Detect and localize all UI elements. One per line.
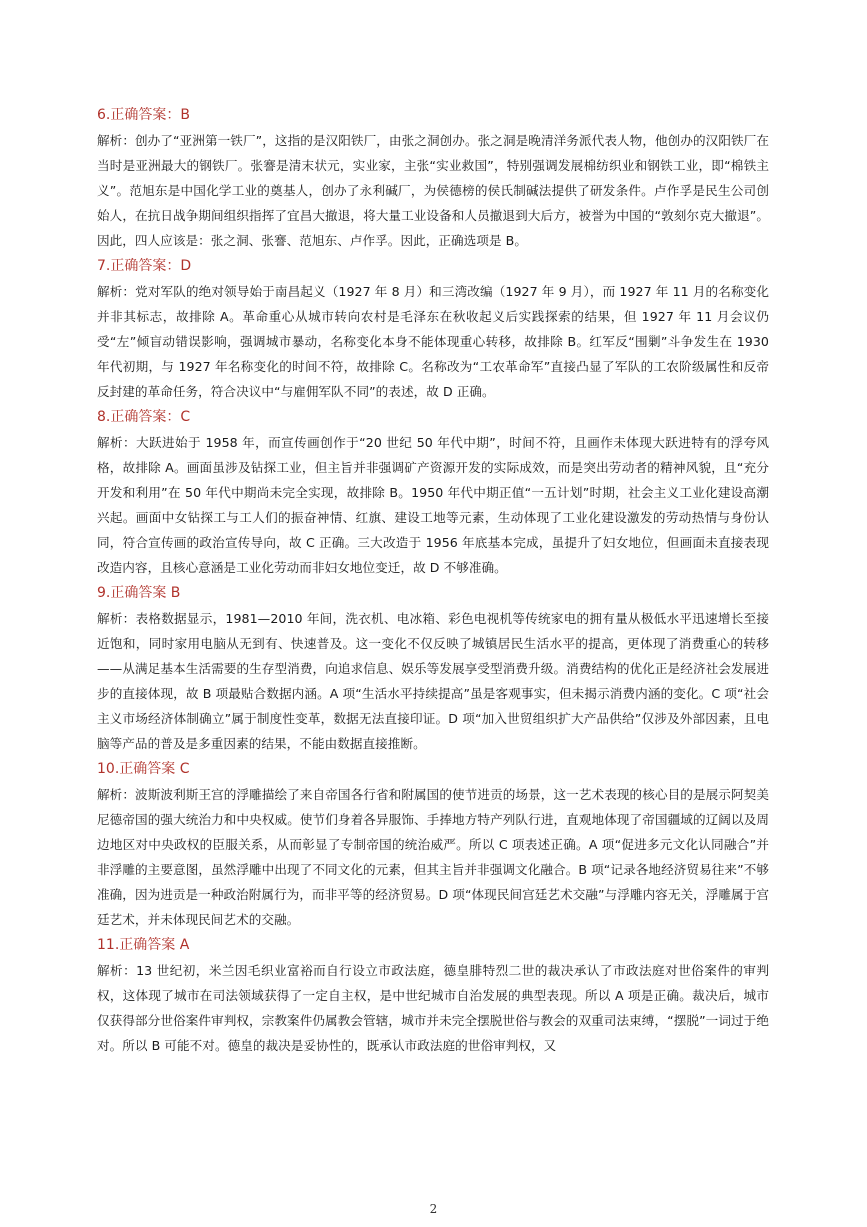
- question-block: [97, 932, 769, 1058]
- analysis-paragraph: 解析：大跃进始于 1958 年，而宣传画创作于“20 世纪 50 年代中期”，时间不符，且画作未体现大跃进特有的浮夸风格，故排除 A。画面虽涉及钻探工业，但主旨并非强调矿产资源开发的实际成效，而是突出劳动者的精神风貌，且“充分开发和利用”在 50 年代中期尚未完全实现，故排除 B。1950 年代中期正值“一五计划”时期，社会主义工业化建设高潮兴起。画面中女钻探工与工人们的振奋神情、红旗、建设工地等元素，生动体现了工业化建设激发的劳动热情与身份认同，符合宣传画的政治宣传导向，故 C 正确。三大改造于 1956 年底基本完成，虽提升了妇女地位，但画面未直接表现改造内容，且核心意涵是工业化劳动而非妇女地位变迁，故 D 不够准确。: [97, 435, 769, 575]
- question-block: [97, 253, 769, 404]
- answer-heading: 9.正确答案 B: [97, 585, 181, 601]
- answer-heading: 11.正确答案 A: [97, 937, 190, 953]
- question-block: [97, 580, 769, 756]
- answer-heading: 7.正确答案：D: [97, 258, 192, 274]
- page-number: 2: [429, 1202, 438, 1216]
- answer-heading: 6.正确答案：B: [97, 107, 190, 123]
- question-block: [97, 756, 769, 932]
- answer-analysis-section: [97, 102, 769, 1058]
- answer-heading: 8.正确答案：C: [97, 409, 191, 425]
- answer-heading: 10.正确答案 C: [97, 761, 190, 777]
- analysis-paragraph: 解析：党对军队的绝对领导始于南昌起义（1927 年 8 月）和三湾改编（1927 年 9 月），而 1927 年 11 月的名称变化并非其标志，故排除 A。革命重心从城市转向农村是毛泽东在秋收起义后实践探索的结果，但 1927 年 11 月会议仍受“左”倾盲动错误影响，强调城市暴动，名称变化本身不能体现重心转移，故排除 B。红军反“围剿”斗争发生在 1930 年代初期，与 1927 年名称变化的时间不符，故排除 C。名称改为“工农革命军”直接凸显了军队的工农阶级属性和反帝反封建的革命任务，符合决议中“与雇佣军队不同”的表述，故 D 正确。: [97, 284, 769, 399]
- question-block: [97, 404, 769, 580]
- analysis-paragraph: 解析：创办了“亚洲第一铁厂”，这指的是汉阳铁厂，由张之洞创办。张之洞是晚清洋务派代表人物，他创办的汉阳铁厂在当时是亚洲最大的钢铁厂。张謇是清末状元，实业家，主张“实业救国”，特别强调发展棉纺织业和钢铁工业，即“棉铁主义”。范旭东是中国化学工业的奠基人，创办了永利碱厂，为侯德榜的侯氏制碱法提供了研发条件。卢作孚是民生公司创始人，在抗日战争期间组织指挥了宜昌大撤退，将大量工业设备和人员撤退到大后方，被誉为中国的“敦刻尔克大撤退”。因此，四人应该是：张之洞、张謇、范旭东、卢作孚。因此，正确选项是 B。: [97, 133, 769, 248]
- question-block: [97, 102, 769, 253]
- analysis-paragraph: 解析：表格数据显示，1981—2010 年间，洗衣机、电冰箱、彩色电视机等传统家电的拥有量从极低水平迅速增长至接近饱和，同时家用电脑从无到有、快速普及。这一变化不仅反映了城镇居民生活水平的提高，更体现了消费重心的转移——从满足基本生活需要的生存型消费，向追求信息、娱乐等发展享受型消费升级。消费结构的优化正是经济社会发展进步的直接体现，故 B 项最贴合数据内涵。A 项“生活水平持续提高”虽是客观事实，但未揭示消费内涵的变化。C 项“社会主义市场经济体制确立”属于制度性变革，数据无法直接印证。D 项“加入世贸组织扩大产品供给”仅涉及外部因素，且电脑等产品的普及是多重因素的结果，不能由数据直接推断。: [97, 611, 769, 751]
- analysis-paragraph: 解析：波斯波利斯王宫的浮雕描绘了来自帝国各行省和附属国的使节进贡的场景，这一艺术表现的核心目的是展示阿契美尼德帝国的强大统治力和中央权威。使节们身着各异服饰、手捧地方特产列队行进，直观地体现了帝国疆域的辽阔以及周边地区对中央政权的臣服关系，从而彰显了专制帝国的统治威严。所以 C 项表述正确。A 项“促进多元文化认同融合”并非浮雕的主要意图，虽然浮雕中出现了不同文化的元素，但其主旨并非强调文化融合。B 项“记录各地经济贸易往来”不够准确，因为进贡是一种政治附属行为，而非平等的经济贸易。D 项“体现民间宫廷艺术交融”与浮雕内容无关，浮雕属于宫廷艺术，并未体现民间艺术的交融。: [97, 787, 769, 927]
- analysis-paragraph: 解析：13 世纪初，米兰因毛织业富裕而自行设立市政法庭，德皇腓特烈二世的裁决承认了市政法庭对世俗案件的审判权，这体现了城市在司法领域获得了一定自主权，是中世纪城市自治发展的典型表现。所以 A 项是正确。裁决后，城市仅获得部分世俗案件审判权，宗教案件仍属教会管辖，城市并未完全摆脱世俗与教会的双重司法束缚，“摆脱”一词过于绝对。所以 B 可能不对。德皇的裁决是妥协性的，既承认市政法庭的世俗审判权，又: [97, 963, 769, 1053]
